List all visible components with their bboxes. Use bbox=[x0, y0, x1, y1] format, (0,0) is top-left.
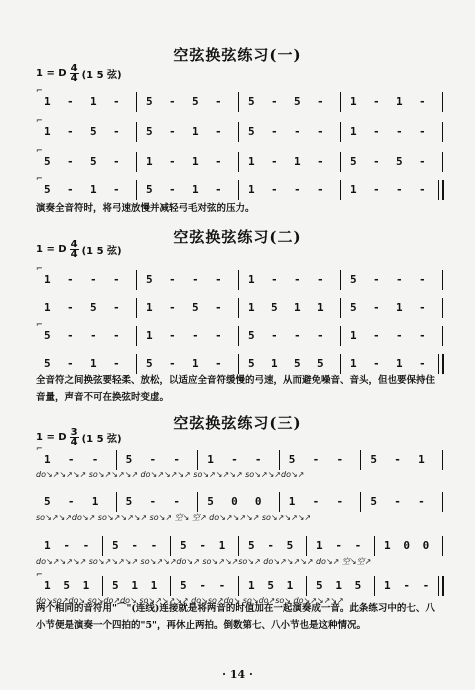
key-suffix: (1 5 弦) bbox=[81, 70, 122, 81]
section-2-title: 空弦换弦练习(二) bbox=[173, 228, 302, 246]
dash-mark: - bbox=[336, 453, 344, 466]
note: 1 bbox=[271, 357, 278, 370]
bow-mark: ⌐ bbox=[36, 146, 43, 155]
staff-row bbox=[36, 494, 444, 510]
barline bbox=[136, 122, 137, 142]
note: 1 bbox=[150, 579, 158, 592]
note: 1 bbox=[44, 273, 51, 286]
barline bbox=[279, 450, 280, 470]
dash-mark: - bbox=[394, 453, 401, 466]
note: 1 bbox=[248, 301, 255, 314]
barline bbox=[442, 152, 443, 172]
dash-mark: - bbox=[336, 495, 344, 508]
note: 5 bbox=[146, 357, 153, 370]
note: 1 bbox=[90, 357, 97, 370]
note: 1 bbox=[288, 495, 296, 508]
dash-mark: - bbox=[254, 453, 262, 466]
note: 5 bbox=[350, 273, 357, 286]
barline bbox=[238, 180, 239, 200]
barline bbox=[442, 450, 443, 470]
note: 5 bbox=[248, 539, 255, 552]
dash-mark: - bbox=[294, 183, 301, 196]
note: 1 bbox=[418, 453, 425, 466]
staff-row bbox=[36, 356, 444, 372]
note: 1 bbox=[396, 357, 403, 370]
staff-row bbox=[36, 444, 444, 468]
note: 1 bbox=[44, 301, 51, 314]
dash-mark: - bbox=[113, 329, 120, 342]
note: 5 bbox=[370, 453, 378, 466]
note: 1 bbox=[218, 539, 226, 552]
note: 5 bbox=[248, 125, 255, 138]
note: 5 bbox=[44, 329, 51, 342]
dash-mark: - bbox=[419, 329, 426, 342]
dash-mark: - bbox=[169, 329, 176, 342]
note: 1 bbox=[44, 579, 51, 592]
barline bbox=[238, 536, 239, 556]
dash-mark: - bbox=[91, 453, 99, 466]
note: 1 bbox=[248, 155, 255, 168]
bow-mark: ⌐ bbox=[36, 444, 43, 453]
barline bbox=[136, 152, 137, 172]
dash-mark: - bbox=[271, 329, 278, 342]
barline bbox=[238, 326, 239, 346]
barline bbox=[279, 492, 280, 512]
note: 5 bbox=[180, 579, 187, 592]
dash-mark: - bbox=[192, 329, 199, 342]
dash-mark: - bbox=[317, 183, 324, 196]
barline bbox=[306, 536, 307, 556]
note: 5 bbox=[146, 95, 153, 108]
dash-mark: - bbox=[215, 183, 222, 196]
note: 1 bbox=[350, 329, 357, 342]
dash-mark: - bbox=[419, 155, 426, 168]
bow-mark: ⌐ bbox=[36, 116, 43, 125]
note: 1 bbox=[248, 273, 255, 286]
dash-mark: - bbox=[169, 95, 176, 108]
dash-mark: - bbox=[192, 273, 199, 286]
barline bbox=[442, 326, 443, 346]
section-2-note: 全音符之间换弦要轻柔、放松，以适应全音符缓慢的弓速，从而避免噪音、音头，但也要保持住音量，声音不可在换弦时变虚。 bbox=[36, 375, 436, 403]
bow-mark: ⌐ bbox=[36, 174, 43, 183]
barline bbox=[136, 354, 137, 374]
dash-mark: - bbox=[131, 539, 138, 552]
barline bbox=[170, 576, 171, 596]
note: 5 bbox=[63, 579, 70, 592]
dash-mark: - bbox=[418, 495, 425, 508]
dash-mark: - bbox=[231, 453, 238, 466]
dash-mark: - bbox=[169, 155, 176, 168]
time-signature: $\frac{3}{4}$ bbox=[70, 427, 78, 448]
dash-mark: - bbox=[373, 95, 380, 108]
note: 1 bbox=[192, 155, 199, 168]
staff-row bbox=[36, 320, 444, 344]
dash-mark: - bbox=[113, 155, 120, 168]
barline bbox=[136, 298, 137, 318]
dash-mark: - bbox=[294, 273, 301, 286]
dash-mark: - bbox=[317, 125, 324, 138]
dash-mark: - bbox=[373, 301, 380, 314]
dash-mark: - bbox=[317, 155, 324, 168]
note: 1 bbox=[91, 495, 99, 508]
note: 1 bbox=[146, 301, 153, 314]
dash-mark: - bbox=[67, 155, 74, 168]
staff-row bbox=[36, 146, 444, 170]
final-barline-thin bbox=[438, 180, 439, 200]
time-signature: $\frac{4}{4}$ bbox=[70, 239, 78, 260]
note: 1 bbox=[294, 155, 301, 168]
barline bbox=[442, 92, 443, 112]
note: 1 bbox=[350, 95, 357, 108]
section-1-key bbox=[36, 64, 122, 83]
dash-mark: - bbox=[173, 495, 180, 508]
dash-mark: - bbox=[271, 273, 278, 286]
dash-mark: - bbox=[419, 183, 426, 196]
note: 1 bbox=[248, 579, 255, 592]
note: 5 bbox=[146, 183, 153, 196]
dash-mark: - bbox=[173, 453, 180, 466]
note: 5 bbox=[354, 579, 362, 592]
dash-mark: - bbox=[113, 125, 120, 138]
final-barline-thin bbox=[438, 576, 439, 596]
note: 1 bbox=[131, 579, 138, 592]
barline bbox=[442, 298, 443, 318]
barline bbox=[442, 492, 443, 512]
section-3-note: 两个相同的音符用"⌒"(连线)连接就是将两音的时值加在一起演奏成一音。此条练习中的七、八小节便是演奏一个四拍的"5"，再休止两拍。倒数第七、八小节也是这种情况。 bbox=[36, 603, 435, 631]
section-1-title: 空弦换弦练习(一) bbox=[173, 46, 302, 64]
note: 5 bbox=[146, 125, 153, 138]
note: 1 bbox=[317, 301, 324, 314]
barline bbox=[340, 92, 341, 112]
note: 1 bbox=[248, 183, 255, 196]
dash-mark: - bbox=[294, 329, 301, 342]
dash-mark: - bbox=[199, 579, 206, 592]
dash-mark: - bbox=[113, 301, 120, 314]
barline bbox=[238, 92, 239, 112]
dash-mark: - bbox=[67, 95, 74, 108]
dash-mark: - bbox=[90, 329, 97, 342]
dash-mark: - bbox=[317, 95, 324, 108]
note: 5 bbox=[192, 95, 199, 108]
dash-mark: - bbox=[169, 301, 176, 314]
dash-mark: - bbox=[215, 273, 222, 286]
dash-mark: - bbox=[215, 329, 222, 342]
staff-row bbox=[36, 538, 444, 554]
dash-mark: - bbox=[373, 273, 380, 286]
barline bbox=[238, 122, 239, 142]
staff-row bbox=[36, 264, 444, 288]
note: 1 bbox=[44, 453, 51, 466]
dash-mark: - bbox=[67, 301, 74, 314]
dash-mark: - bbox=[271, 183, 278, 196]
barline bbox=[170, 536, 171, 556]
note: 5 bbox=[288, 453, 296, 466]
note: 1 bbox=[192, 357, 199, 370]
note: 5 bbox=[248, 95, 255, 108]
barline bbox=[238, 576, 239, 596]
dash-mark: - bbox=[267, 539, 274, 552]
barline bbox=[116, 492, 117, 512]
note: 1 bbox=[192, 183, 199, 196]
dash-mark: - bbox=[373, 183, 380, 196]
note: 5 bbox=[350, 155, 357, 168]
note: 5 bbox=[248, 357, 255, 370]
note: 1 bbox=[335, 579, 342, 592]
note: 0 bbox=[231, 495, 238, 508]
note: 5 bbox=[248, 329, 255, 342]
bow-mark: ⌐ bbox=[36, 570, 43, 579]
dash-mark: - bbox=[67, 495, 75, 508]
note: 1 bbox=[384, 539, 391, 552]
dash-mark: - bbox=[67, 357, 74, 370]
bow-mark: ⌐ bbox=[36, 320, 43, 329]
barline bbox=[102, 536, 103, 556]
note: 1 bbox=[44, 539, 51, 552]
note: 5 bbox=[316, 579, 323, 592]
dash-mark: - bbox=[113, 357, 120, 370]
note: 5 bbox=[90, 155, 97, 168]
barline bbox=[374, 576, 375, 596]
dash-mark: - bbox=[373, 357, 380, 370]
note: 5 bbox=[125, 453, 133, 466]
dash-mark: - bbox=[90, 273, 97, 286]
bow-mark: ⌐ bbox=[36, 264, 43, 273]
note: 1 bbox=[294, 301, 301, 314]
dash-mark: - bbox=[150, 539, 158, 552]
note: 5 bbox=[370, 495, 378, 508]
dash-mark: - bbox=[271, 125, 278, 138]
dash-mark: - bbox=[312, 453, 320, 466]
dash-mark: - bbox=[354, 539, 362, 552]
note: 5 bbox=[90, 301, 97, 314]
barline bbox=[238, 270, 239, 290]
dash-mark: - bbox=[396, 273, 403, 286]
dash-mark: - bbox=[215, 125, 222, 138]
dash-mark: - bbox=[215, 301, 222, 314]
barline bbox=[374, 536, 375, 556]
dash-mark: - bbox=[373, 125, 380, 138]
dash-mark: - bbox=[67, 329, 74, 342]
note: 5 bbox=[350, 301, 357, 314]
dash-mark: - bbox=[294, 125, 301, 138]
note: 5 bbox=[112, 579, 119, 592]
note: 5 bbox=[44, 357, 51, 370]
note: 0 bbox=[254, 495, 262, 508]
dash-mark: - bbox=[215, 95, 222, 108]
bow-mark: ⌐ bbox=[36, 86, 43, 95]
barline bbox=[360, 450, 361, 470]
time-signature: $\frac{4}{4}$ bbox=[70, 63, 78, 84]
dash-mark: - bbox=[419, 273, 426, 286]
dash-mark: - bbox=[419, 357, 426, 370]
note: 5 bbox=[294, 95, 301, 108]
note: 5 bbox=[192, 301, 199, 314]
dash-mark: - bbox=[422, 579, 430, 592]
note: 1 bbox=[350, 183, 357, 196]
dash-mark: - bbox=[82, 539, 90, 552]
final-barline bbox=[442, 354, 444, 374]
dash-mark: - bbox=[218, 579, 226, 592]
dash-mark: - bbox=[396, 125, 403, 138]
note: 5 bbox=[286, 539, 294, 552]
dash-mark: - bbox=[67, 273, 74, 286]
dash-mark: - bbox=[169, 183, 176, 196]
barline bbox=[340, 298, 341, 318]
dash-mark: - bbox=[113, 95, 120, 108]
dash-mark: - bbox=[113, 273, 120, 286]
barline bbox=[340, 326, 341, 346]
staff-row bbox=[36, 570, 444, 594]
barline bbox=[340, 122, 341, 142]
section-1-note: 演奏全音符时，将弓速放慢并减轻弓毛对弦的压力。 bbox=[36, 203, 255, 214]
dash-mark: - bbox=[199, 539, 206, 552]
dash-mark: - bbox=[113, 183, 120, 196]
note: 1 bbox=[350, 125, 357, 138]
note: 5 bbox=[44, 183, 51, 196]
barline bbox=[238, 298, 239, 318]
dash-mark: - bbox=[419, 95, 426, 108]
note: 1 bbox=[44, 125, 51, 138]
section-3-key bbox=[36, 428, 122, 447]
dash-mark: - bbox=[169, 273, 176, 286]
note: 1 bbox=[316, 539, 323, 552]
bowing-row: do↘so↗do↘ so↘do↗do↘ so↘↗↘↗↘↗ do↘so↗do↘ so↘do↗so↘ do↘↗↘↗↘↗ bbox=[36, 596, 344, 605]
dash-mark: - bbox=[271, 95, 278, 108]
barline bbox=[197, 450, 198, 470]
barline bbox=[340, 180, 341, 200]
barline bbox=[136, 180, 137, 200]
dash-mark: - bbox=[63, 539, 70, 552]
barline bbox=[136, 326, 137, 346]
note: 5 bbox=[207, 495, 214, 508]
barline bbox=[116, 450, 117, 470]
dash-mark: - bbox=[67, 183, 74, 196]
barline bbox=[360, 492, 361, 512]
dash-mark: - bbox=[67, 125, 74, 138]
barline bbox=[340, 354, 341, 374]
note: 5 bbox=[112, 539, 119, 552]
staff-row bbox=[36, 174, 444, 198]
dash-mark: - bbox=[373, 155, 380, 168]
note: 1 bbox=[350, 357, 357, 370]
final-barline bbox=[442, 180, 444, 200]
barline bbox=[238, 152, 239, 172]
dash-mark: - bbox=[149, 495, 157, 508]
note: 0 bbox=[403, 539, 410, 552]
barline bbox=[136, 270, 137, 290]
dash-mark: - bbox=[149, 453, 157, 466]
staff-row bbox=[36, 300, 444, 316]
note: 1 bbox=[396, 301, 403, 314]
barline bbox=[238, 354, 239, 374]
dash-mark: - bbox=[396, 329, 403, 342]
barline bbox=[306, 576, 307, 596]
note: 1 bbox=[90, 95, 97, 108]
page-number: · 14 · bbox=[222, 668, 253, 681]
barline bbox=[340, 270, 341, 290]
dash-mark: - bbox=[403, 579, 410, 592]
note: 0 bbox=[422, 539, 430, 552]
note: 1 bbox=[192, 125, 199, 138]
note: 5 bbox=[44, 155, 51, 168]
dash-mark: - bbox=[396, 183, 403, 196]
note: 1 bbox=[44, 95, 51, 108]
note: 5 bbox=[146, 273, 153, 286]
dash-mark: - bbox=[419, 301, 426, 314]
note: 1 bbox=[90, 183, 97, 196]
note: 5 bbox=[271, 301, 278, 314]
section-2-key bbox=[36, 240, 122, 259]
note: 5 bbox=[90, 125, 97, 138]
section-3-title: 空弦换弦练习(三) bbox=[173, 414, 302, 432]
staff-row bbox=[36, 116, 444, 140]
key-suffix: (1 5 弦) bbox=[81, 246, 122, 257]
dash-mark: - bbox=[67, 453, 75, 466]
dash-mark: - bbox=[373, 329, 380, 342]
note: 5 bbox=[180, 539, 187, 552]
dash-mark: - bbox=[271, 155, 278, 168]
note: 5 bbox=[44, 495, 51, 508]
key-prefix: 1 = D bbox=[36, 432, 67, 443]
note: 1 bbox=[286, 579, 294, 592]
dash-mark: - bbox=[419, 125, 426, 138]
staff-row bbox=[36, 86, 444, 110]
dash-mark: - bbox=[317, 273, 324, 286]
dash-mark: - bbox=[169, 125, 176, 138]
note: 5 bbox=[125, 495, 133, 508]
barline bbox=[102, 576, 103, 596]
barline bbox=[197, 492, 198, 512]
bowing-row: so↘↗↘↗do↘↗ so↘↗↘↗↘↗ so↘↗ 空↘ 空↗ do↘↗↘↗↘↗ so↘↗↘↗↘↗ bbox=[36, 513, 312, 522]
bowing-row: do↘↗↘↗↘↗ so↘↗↘↗↘↗ so↘↗↘↗do↘↗ so↘↗↘↗so↘↗ do↘↗↘↗↘↗ do↘↗ 空↘空↗ bbox=[36, 557, 372, 566]
barline bbox=[442, 122, 443, 142]
note: 5 bbox=[396, 155, 403, 168]
dash-mark: - bbox=[312, 495, 320, 508]
note: 5 bbox=[267, 579, 274, 592]
dash-mark: - bbox=[335, 539, 342, 552]
barline bbox=[136, 92, 137, 112]
dash-mark: - bbox=[215, 357, 222, 370]
bowing-row: do↘↗↘↗↘↗ so↘↗↘↗↘↗ do↘↗↘↗↘↗ so↘↗↘↗↘↗ so↘↗↘↗do↘↗ bbox=[36, 470, 305, 479]
final-barline-thin bbox=[438, 354, 439, 374]
note: 5 bbox=[294, 357, 301, 370]
note: 1 bbox=[146, 155, 153, 168]
note: 1 bbox=[207, 453, 214, 466]
note: 1 bbox=[384, 579, 391, 592]
barline bbox=[442, 270, 443, 290]
dash-mark: - bbox=[394, 495, 401, 508]
dash-mark: - bbox=[215, 155, 222, 168]
note: 1 bbox=[146, 329, 153, 342]
dash-mark: - bbox=[317, 329, 324, 342]
dash-mark: - bbox=[169, 357, 176, 370]
key-suffix: (1 5 弦) bbox=[81, 434, 122, 445]
key-prefix: 1 = D bbox=[36, 244, 67, 255]
note: 1 bbox=[82, 579, 90, 592]
barline bbox=[442, 536, 443, 556]
barline bbox=[340, 152, 341, 172]
note: 1 bbox=[396, 95, 403, 108]
note: 5 bbox=[317, 357, 324, 370]
final-barline bbox=[442, 576, 444, 596]
key-prefix: 1 = D bbox=[36, 68, 67, 79]
